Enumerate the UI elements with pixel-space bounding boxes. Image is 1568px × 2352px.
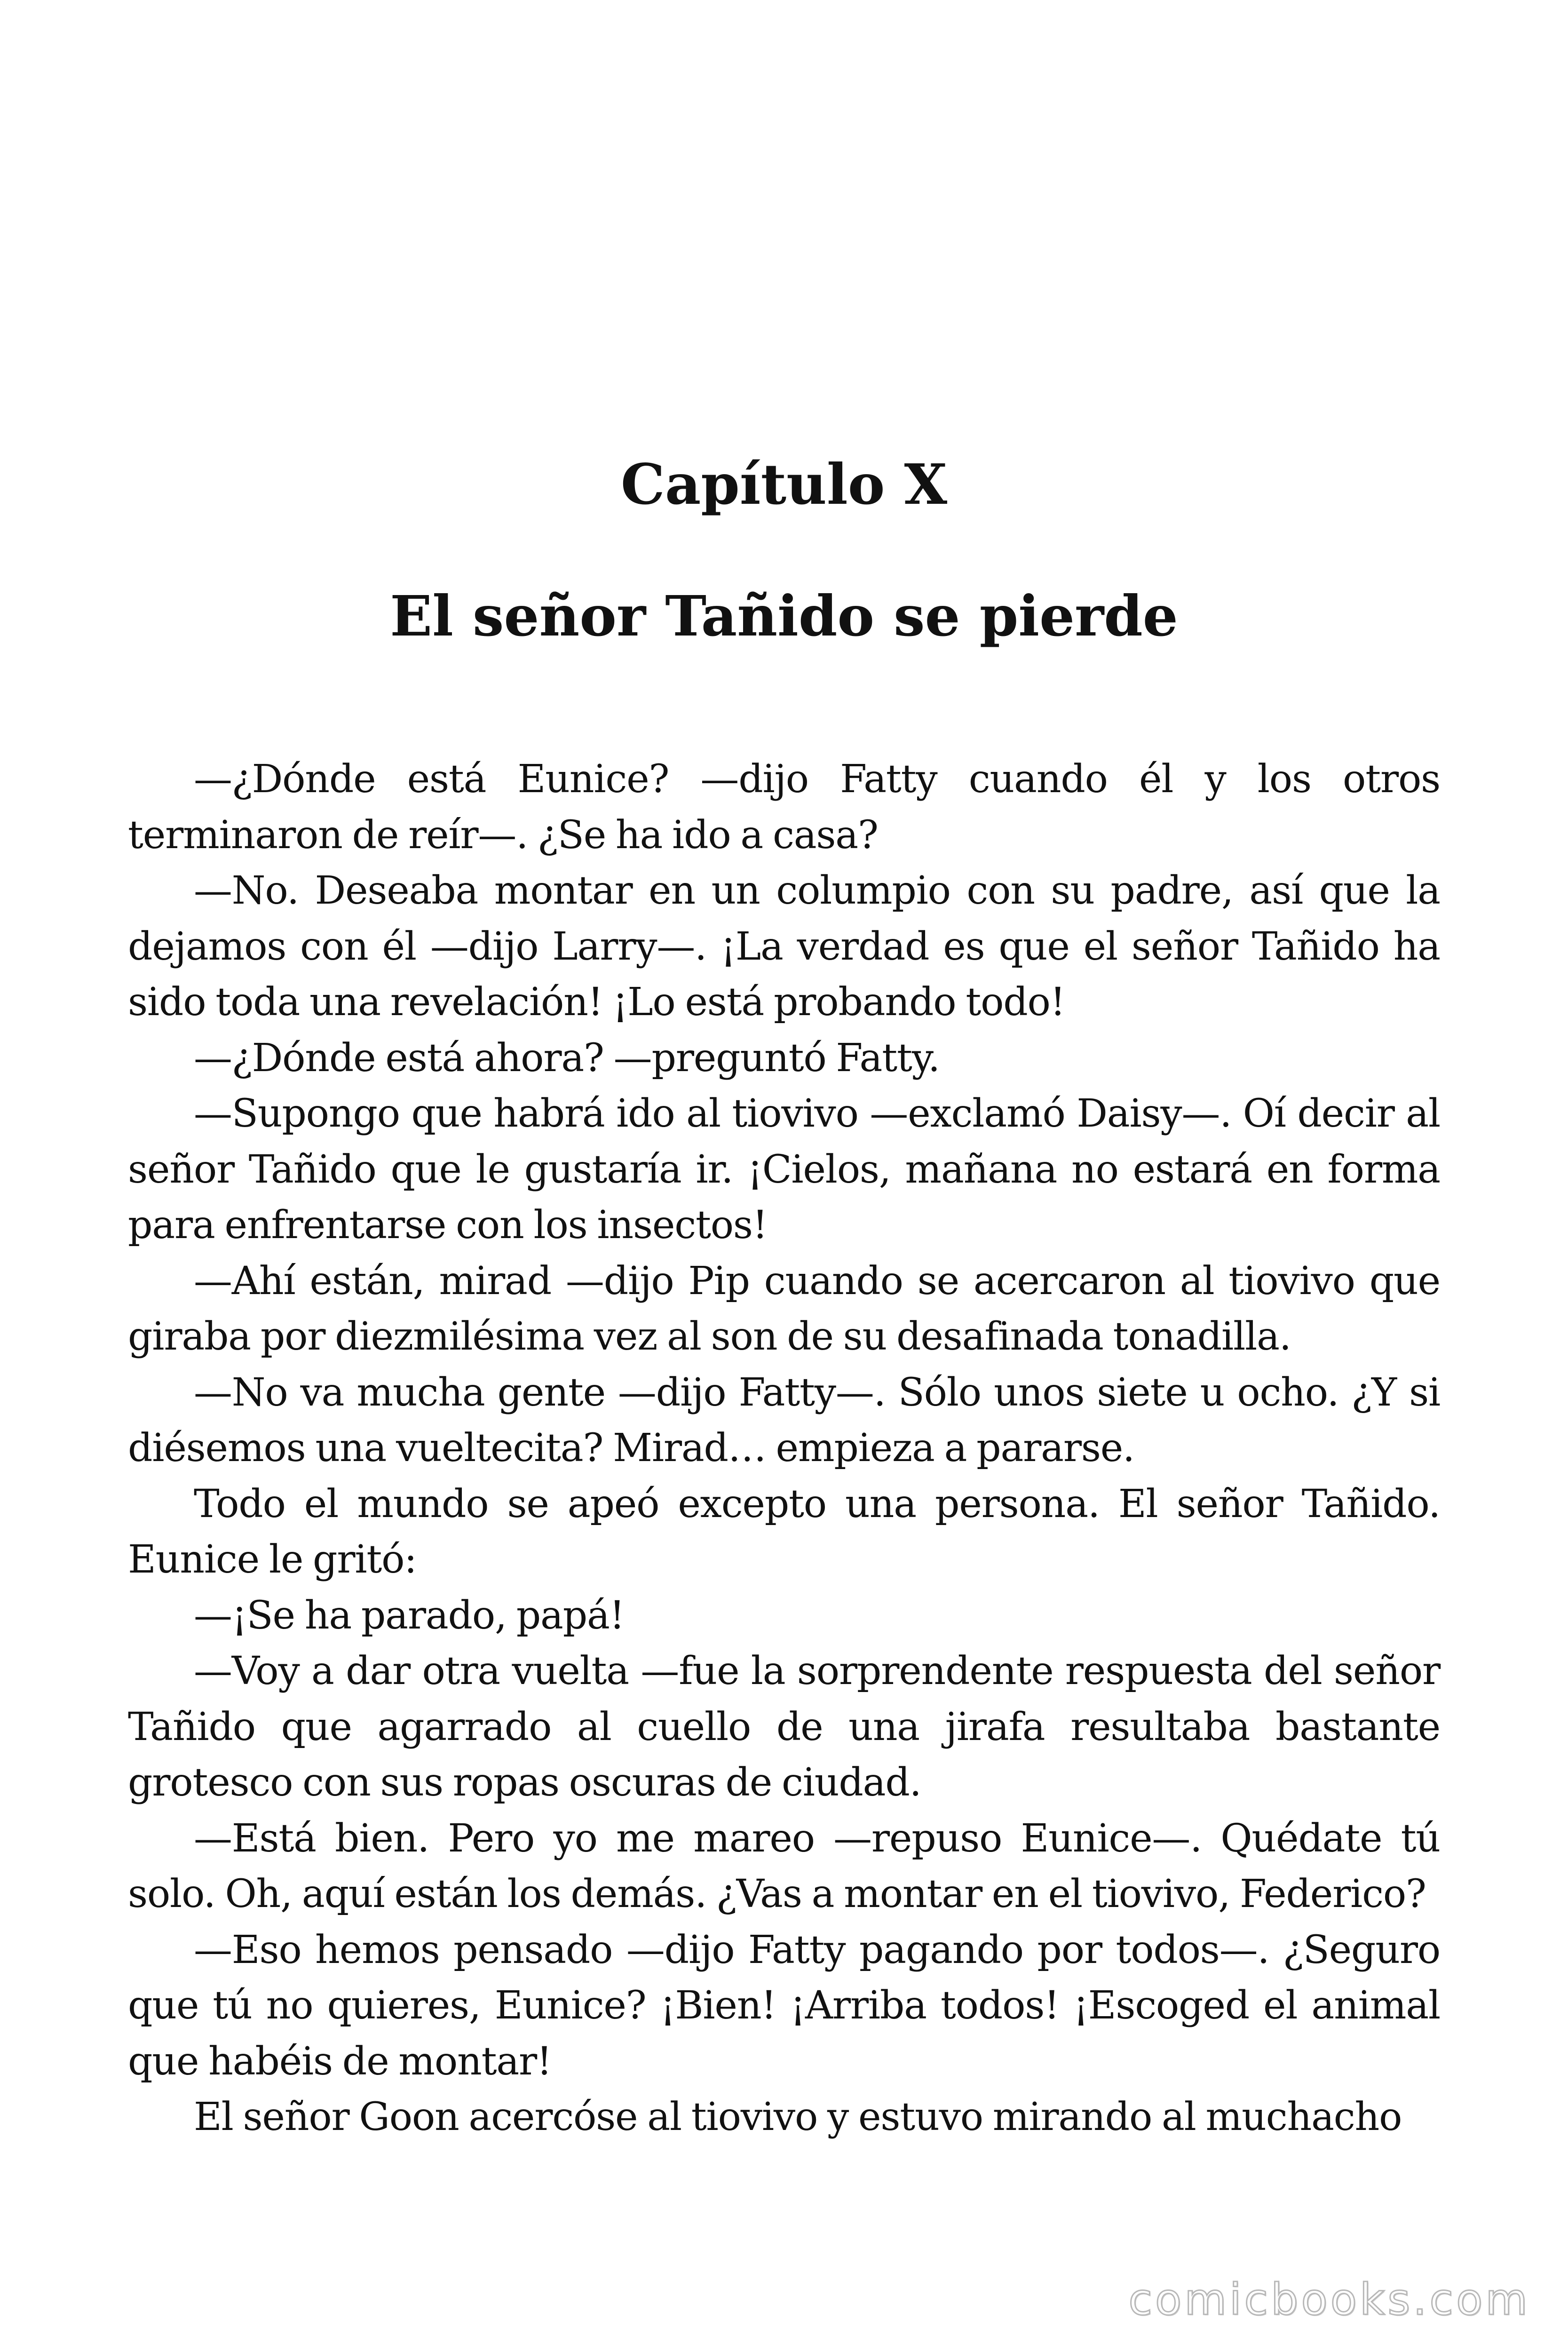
chapter-number: Capítulo X (620, 452, 948, 517)
chapter-title: El señor Tañido se pierde (390, 583, 1178, 649)
paragraph: —Ahí están, mirad —dijo Pip cuando se acercaron al tiovivo que giraba por diezmilésima vez al son de su desafinada tonadilla. (128, 1258, 1440, 1359)
paragraph: El señor Goon acercóse al tiovivo y estuvo mirando al muchacho (194, 2095, 1402, 2139)
paragraph: —Eso hemos pensado —dijo Fatty pagando por todos—. ¿Seguro que tú no quieres, Eunice? ¡Bien! ¡Arriba todos! ¡Escoged el animal que habéis de montar! (128, 1927, 1440, 2084)
paragraph: —¡Se ha parado, papá! (194, 1593, 625, 1638)
paragraph: —¿Dónde está ahora? —preguntó Fatty. (194, 1035, 940, 1081)
paragraph: —Supongo que habrá ido al tiovivo —exclamó Daisy—. Oí decir al señor Tañido que le gustaría ir. ¡Cielos, mañana no estará en forma para enfrentarse con los insectos! (128, 1091, 1440, 1248)
paragraph: —No. Deseaba montar en un columpio con su padre, así que la dejamos con él —dijo Larry—. ¡La verdad es que el señor Tañido ha sido toda una revelación! ¡Lo está probando todo! (128, 868, 1440, 1025)
paragraph: —¿Dónde está Eunice? —dijo Fatty cuando él y los otros terminaron de reír—. ¿Se ha ido a casa? (128, 757, 1440, 858)
chapter-body (128, 752, 1440, 2145)
paragraph: —Voy a dar otra vuelta —fue la sorprendente respuesta del señor Tañido que agarrado al cuello de una jirafa resultaba bastante grotesco con sus ropas oscuras de ciudad. (128, 1649, 1440, 1805)
paragraph: Todo el mundo se apeó excepto una persona. El señor Tañido. Eunice le gritó: (128, 1481, 1440, 1582)
paragraph: —Está bien. Pero yo me mareo —repuso Eunice—. Quédate tú solo. Oh, aquí están los demás. ¿Vas a montar en el tiovivo, Federico? (128, 1816, 1440, 1916)
paragraph: —No va mucha gente —dijo Fatty—. Sólo unos siete u ocho. ¿Y si diésemos una vueltecita? Mirad… empieza a pararse. (128, 1370, 1440, 1470)
watermark: comicbooks.com (1128, 2274, 1530, 2325)
